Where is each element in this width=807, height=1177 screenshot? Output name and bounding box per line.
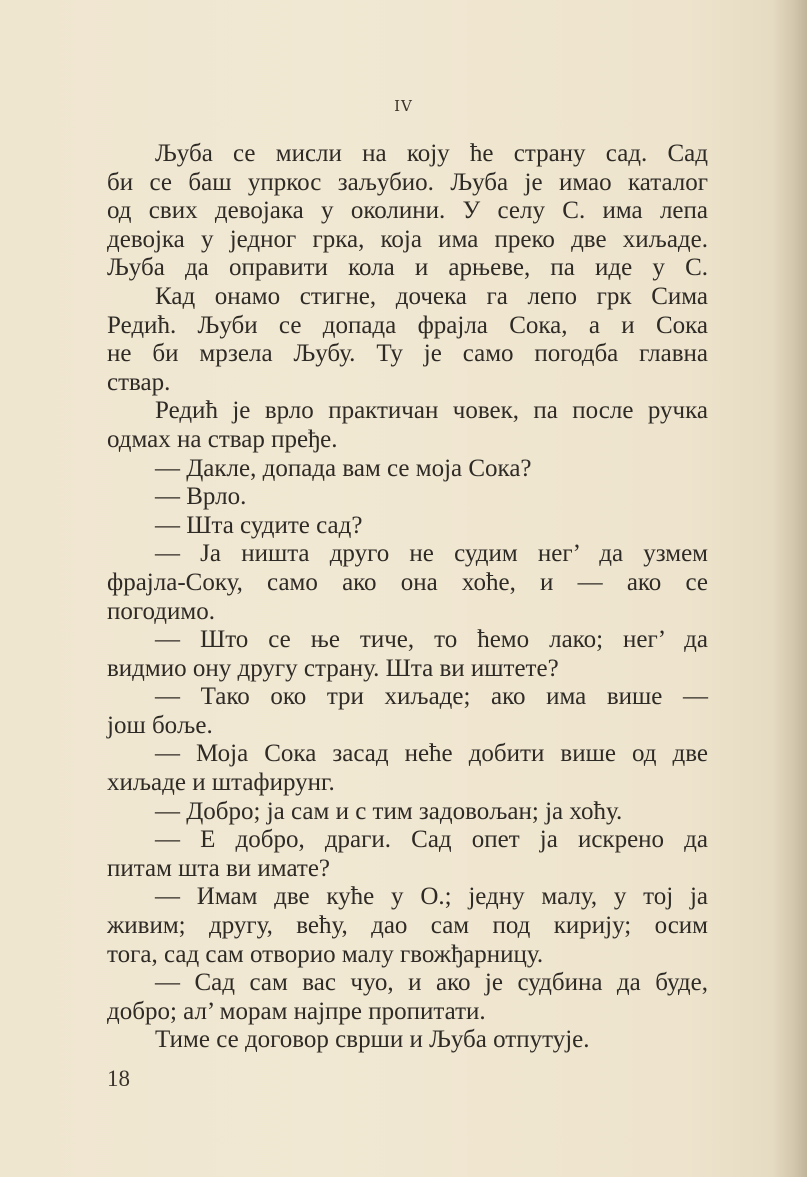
text-line: Редић. Љуби се допада фрајла Сока, а и Сока xyxy=(107,311,708,339)
text-line: Кад онамо стигне, дочека га лепо грк Сима xyxy=(155,282,708,310)
text-line: питам шта ви имате? xyxy=(107,854,331,882)
text-line: Љуба да оправити кола и арњеве, па иде у С. xyxy=(107,254,708,282)
text-line: — Тако око три хиљаде; ако има више — xyxy=(155,683,708,711)
text-line: добро; ал’ морам најпре пропитати. xyxy=(107,997,486,1025)
text-line: видмио ону другу страну. Шта ви иштете? xyxy=(107,654,559,682)
text-line: — Врло. xyxy=(155,483,247,511)
chapter-heading: IV xyxy=(394,97,413,115)
text-line: ствар. xyxy=(107,368,171,396)
text-line: — Е добро, драги. Сад опет ја искрено да xyxy=(155,826,708,854)
text-line: хиљаде и штафирунг. xyxy=(107,769,335,797)
text-line: не би мрзела Љубу. Ту је само погодба главна xyxy=(107,340,708,368)
text-line: фрајла-Соку, само ако она хоће, и — ако се xyxy=(107,568,708,596)
text-line: погодимо. xyxy=(107,597,215,625)
text-line: девојка у једног грка, која има преко две хиљаде. xyxy=(107,225,708,253)
text-line: тога, сад сам отворио малу гвожђарницу. xyxy=(107,940,544,968)
text-line: — Дакле, допада вам се моја Сока? xyxy=(155,454,532,482)
text-line: од свих девојака у околини. У селу С. има лепа xyxy=(107,197,708,225)
page-number: 18 xyxy=(107,1066,130,1091)
text-line: живим; другу, већу, дао сам под кирију; осим xyxy=(107,912,708,940)
text-line: — Шта судите сад? xyxy=(155,511,363,539)
page-gutter-shadow xyxy=(773,0,807,1177)
body-text xyxy=(107,140,708,1055)
text-line: — Добро; ја сам и с тим задовољан; ја хоћу. xyxy=(155,797,623,825)
text-line: Редић је врло практичан човек, па после ручка xyxy=(155,397,708,425)
text-line: Тиме се договор сврши и Љуба отпутује. xyxy=(155,1026,590,1054)
text-line: — Сад сам вас чуо, и ако је судбина да буде, xyxy=(155,969,708,997)
text-line: одмах на ствар пређе. xyxy=(107,425,338,453)
text-line: — Моја Сока засад неће добити више од две xyxy=(155,740,708,768)
text-line: — Ја ништа друго не судим нег’ да узмем xyxy=(155,540,708,568)
text-line: још боље. xyxy=(107,711,213,739)
text-line: би се баш упркос заљубио. Љуба је имао каталог xyxy=(107,168,708,196)
text-line: — Што се ње тиче, то ћемо лако; нег’ да xyxy=(155,626,708,654)
text-line: — Имам две куће у О.; једну малу, у тој ја xyxy=(155,883,708,911)
text-line: Љуба се мисли на коју ће страну сад. Сад xyxy=(155,140,708,167)
